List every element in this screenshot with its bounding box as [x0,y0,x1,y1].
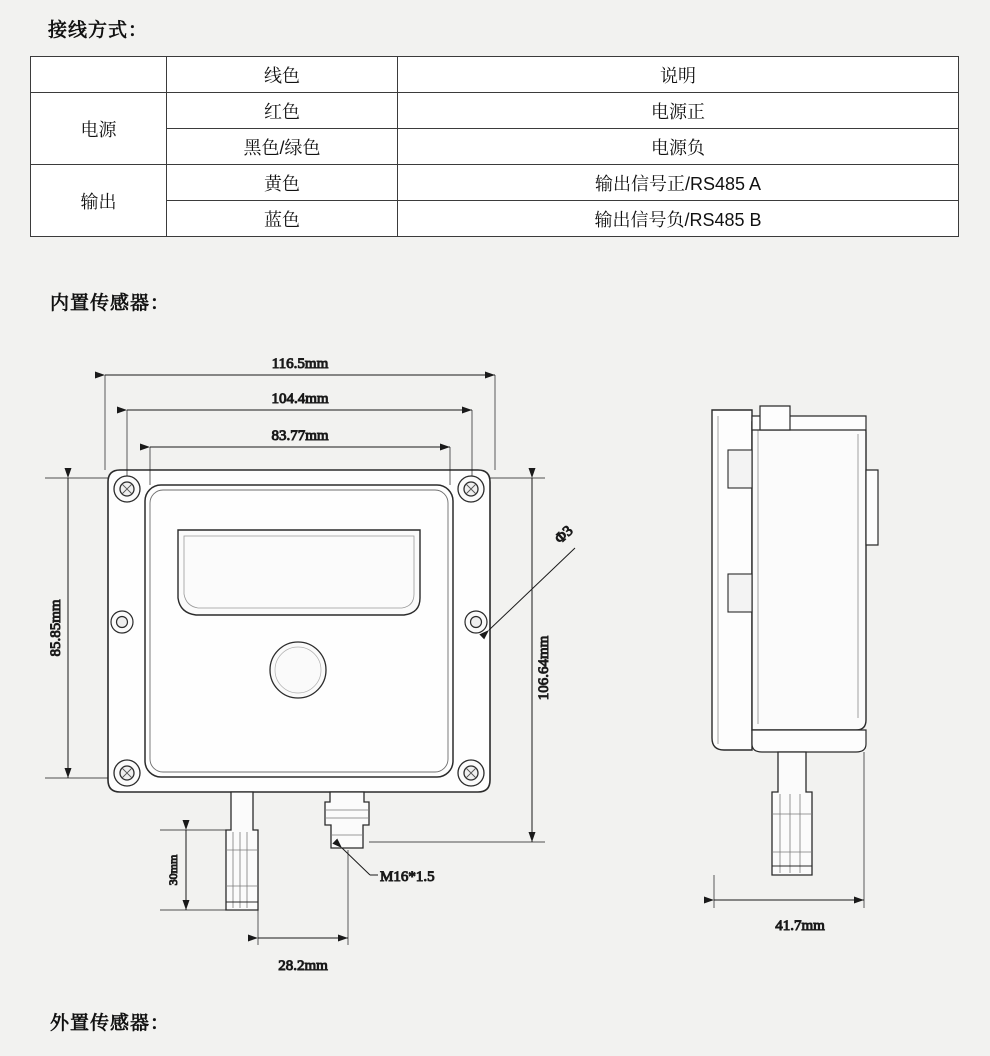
dim-width-mid: 104.4mm [271,391,329,407]
dim-side-width: 41.7mm [775,918,825,934]
table-cell-desc: 输出信号负/RS485 B [398,201,959,237]
table-cell-color: 黄色 [167,165,398,201]
table-cell-color: 红色 [167,93,398,129]
table-header-wire-color: 线色 [167,57,398,93]
table-group-output: 输出 [31,165,167,237]
table-header-corner [31,57,167,93]
builtin-sensor-title: 内置传感器： [50,293,171,314]
dim-width-outer: 116.5mm [271,356,329,372]
dim-hole-diameter: Φ3 [552,522,577,548]
dim-width-inner: 83.77mm [271,428,329,444]
dim-height-right: 106.64mm [536,635,552,701]
table-cell-desc: 电源负 [398,129,959,165]
table-row [31,93,959,129]
table-cell-desc: 输出信号正/RS485 A [398,165,959,201]
wiring-table [30,56,959,237]
table-row [31,201,959,237]
wiring-section-title: 接线方式： [48,20,149,41]
table-group-power: 电源 [31,93,167,165]
external-sensor-title: 外置传感器： [50,1013,171,1034]
table-row [31,129,959,165]
table-row [31,165,959,201]
dimension-drawing [0,330,990,1000]
table-header-description: 说明 [398,57,959,93]
table-cell-color: 蓝色 [167,201,398,237]
dim-probe-spacing: 28.2mm [278,958,328,974]
dim-height-left: 85.85mm [48,599,64,657]
table-cell-desc: 电源正 [398,93,959,129]
dim-probe-height: 30mm [166,854,180,886]
table-header-row [31,57,959,93]
table-cell-color: 黑色/绿色 [167,129,398,165]
dim-thread: M16*1.5 [380,869,435,885]
